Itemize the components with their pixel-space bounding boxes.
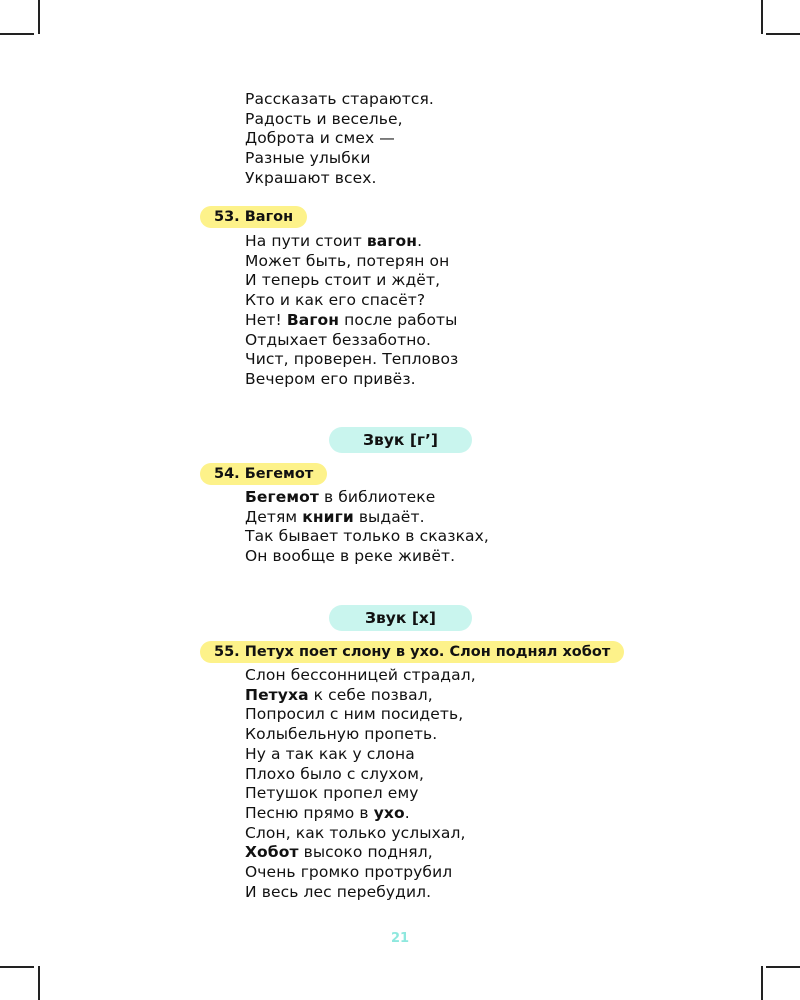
crop-mark-top-left-h [0,33,34,35]
line-text: Рассказать стараются. [245,90,434,108]
poem-line [245,149,434,169]
crop-mark-top-right [761,0,763,34]
poem-line [245,765,476,785]
line-text: Слон бессонницей страдал, [245,666,476,684]
highlighted-word: вагон [366,232,418,250]
crop-mark-bottom-left-h [0,966,34,968]
poem-line [245,291,458,311]
line-text: . [417,232,423,250]
poem-line [245,508,489,528]
poem-title-53: 53. Вагон [200,206,307,228]
line-text: выдаёт. [353,507,425,526]
poem-line [245,90,434,110]
poem-53-text [245,232,458,390]
line-text: Чист, проверен. Тепловоз [245,350,459,369]
highlighted-word: ухо [373,803,405,822]
poem-line [245,311,458,331]
line-text: Колыбельную пропеть. [245,725,438,744]
line-text: Нет! [245,310,287,329]
crop-mark-bottom-right [761,966,763,1000]
poem-line [245,686,476,706]
line-text: Плохо было с слухом, [245,764,425,783]
poem-line [245,271,458,291]
page-number: 21 [390,931,410,946]
poem-line [245,169,434,189]
highlighted-word: Вагон [286,310,340,329]
poem-line [245,705,476,725]
line-text: Разные улыбки [245,149,371,168]
poem-line [245,110,434,130]
highlighted-word: Петуха [245,685,309,704]
line-text: Кто и как его спасёт? [245,291,426,310]
line-text: И теперь стоит и ждёт, [245,271,441,290]
poem-55-text [245,666,476,902]
poem-line [245,863,476,883]
line-text: Петушок пропел ему [245,784,419,803]
poem-54-text [245,488,489,567]
line-text: И весь лес перебудил. [245,882,432,901]
line-text: Попросил с ним посидеть, [245,705,464,724]
line-text: Вечером его привёз. [245,369,416,388]
line-text: На пути стоит [245,232,367,250]
poem-line [245,666,476,686]
poem-line [245,488,489,508]
sound-heading-g: Звук [г’] [329,427,472,453]
crop-mark-top-left [38,0,40,34]
line-text: Может быть, потерян он [245,251,450,270]
poem-line [245,129,434,149]
line-text: Так бывает только в сказках, [245,527,489,546]
line-text: Доброта и смех — [245,129,395,148]
crop-mark-top-right-h [766,33,800,35]
poem-line [245,883,476,903]
line-text: Отдыхает беззаботно. [245,330,432,349]
poem-line [245,843,476,863]
sound-heading-h: Звук [х] [329,605,472,631]
crop-mark-bottom-right-h [766,966,800,968]
poem-line [245,784,476,804]
poem-line [245,547,489,567]
highlighted-word: Бегемот [245,488,319,506]
line-text: Радость и веселье, [245,109,403,128]
crop-mark-bottom-left [38,966,40,1000]
poem-line [245,350,458,370]
line-text: к себе позвал, [308,685,433,704]
line-text: Песню прямо в [245,803,374,822]
poem-line [245,804,476,824]
poem-line [245,331,458,351]
line-text: Ну а так как у слона [245,744,415,763]
poem-line [245,252,458,272]
poem-title-55: 55. Петух поет слону в ухо. Слон поднял хобот [200,641,624,663]
line-text: Слон, как только услыхал, [245,823,466,842]
highlighted-word: книги [302,507,354,526]
line-text: . [404,803,410,822]
line-text: Он вообще в реке живёт. [245,547,456,566]
highlighted-word: Хобот [245,843,299,862]
poem-title-54: 54. Бегемот [200,463,327,485]
line-text: высоко поднял, [298,843,433,862]
line-text: Очень громко протрубил [245,863,453,882]
line-text: после работы [339,310,458,329]
poem-line [245,824,476,844]
poem-line [245,725,476,745]
poem-line [245,370,458,390]
poem-line [245,527,489,547]
poem-line [245,232,458,252]
poem-52-ending [245,90,434,189]
line-text: Украшают всех. [245,168,377,187]
poem-line [245,745,476,765]
line-text: в библиотеке [318,488,436,506]
line-text: Детям [245,507,303,526]
